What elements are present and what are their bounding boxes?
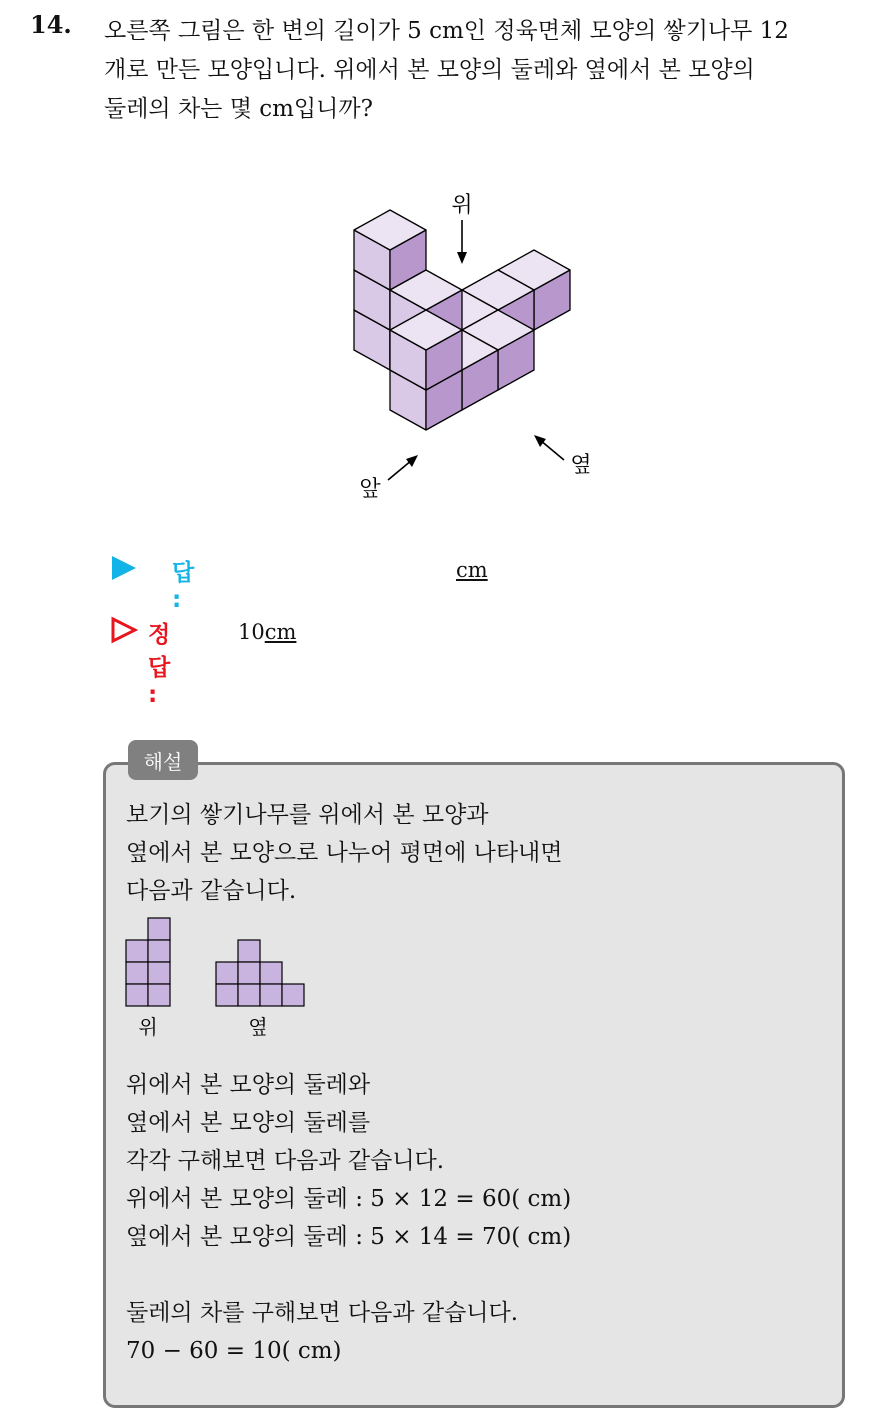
grid-square xyxy=(282,984,304,1006)
explanation-intro xyxy=(126,796,562,910)
explanation-line: 옆에서 본 모양으로 나누어 평면에 나타내면 xyxy=(126,840,563,866)
front-arrow xyxy=(388,460,412,480)
side-arrow-head xyxy=(534,435,546,447)
grid-square xyxy=(216,984,238,1006)
grid-square xyxy=(216,962,238,984)
question-line: 오른쪽 그림은 한 변의 길이가 5 cm인 정육면체 모양의 쌓기나무 12 xyxy=(104,18,789,44)
grid-square xyxy=(148,962,170,984)
grid-square xyxy=(260,962,282,984)
play-outline-icon xyxy=(110,616,138,644)
explanation-line: 위에서 본 모양의 둘레 : 5 × 12 = 60( cm) xyxy=(126,1186,572,1212)
answer-unit: cm xyxy=(456,558,488,582)
answer-label: 답 : xyxy=(172,560,195,613)
cube-stack-figure xyxy=(340,178,640,508)
explanation-tab: 해설 xyxy=(128,740,198,780)
explanation-line: 위에서 본 모양의 둘레와 xyxy=(126,1072,371,1098)
grid-square xyxy=(148,984,170,1006)
top-view-grid xyxy=(126,918,170,1006)
play-icon xyxy=(110,554,138,582)
grid-square xyxy=(148,918,170,940)
grid-square xyxy=(238,962,260,984)
correct-answer-label: 정답 : xyxy=(148,622,171,708)
grid-square xyxy=(238,940,260,962)
grid-square xyxy=(126,984,148,1006)
explanation-line: 다음과 같습니다. xyxy=(126,878,297,904)
top-arrow-head xyxy=(457,252,467,264)
grid-square xyxy=(238,984,260,1006)
question-number: 14. xyxy=(30,10,72,39)
side-view-grid xyxy=(216,940,304,1006)
explanation-line: 둘레의 차를 구해보면 다음과 같습니다. xyxy=(126,1300,519,1326)
side-view-label: 옆 xyxy=(570,453,592,478)
correct-answer-value xyxy=(238,620,296,644)
side-view-caption: 옆 xyxy=(248,1015,268,1039)
explanation-line: 70 − 60 = 10( cm) xyxy=(126,1338,342,1364)
explanation-line: 보기의 쌓기나무를 위에서 본 모양과 xyxy=(126,802,489,828)
top-view-label: 위 xyxy=(451,193,473,218)
explanation-line: 각각 구해보면 다음과 같습니다. xyxy=(126,1148,445,1174)
question-line: 둘레의 차는 몇 cm입니까? xyxy=(104,96,373,122)
explanation-line: 옆에서 본 모양의 둘레 : 5 × 14 = 70( cm) xyxy=(126,1224,572,1250)
explanation-line: 옆에서 본 모양의 둘레를 xyxy=(126,1110,371,1136)
explanation-line xyxy=(126,1256,571,1294)
correct-answer-number: 10 xyxy=(238,620,265,644)
front-arrow-head xyxy=(406,455,418,467)
question-line: 개로 만든 모양입니다. 위에서 본 모양의 둘레와 옆에서 본 모양의 xyxy=(104,57,755,83)
projection-figure xyxy=(120,912,320,1042)
side-arrow xyxy=(540,440,564,460)
front-view-label: 앞 xyxy=(359,477,381,502)
grid-square xyxy=(126,940,148,962)
grid-square xyxy=(148,940,170,962)
correct-answer-unit: cm xyxy=(264,620,297,644)
top-view-caption: 위 xyxy=(138,1015,158,1039)
grid-square xyxy=(260,984,282,1006)
explanation-body xyxy=(126,1066,571,1370)
question-text xyxy=(104,12,864,129)
grid-square xyxy=(126,962,148,984)
